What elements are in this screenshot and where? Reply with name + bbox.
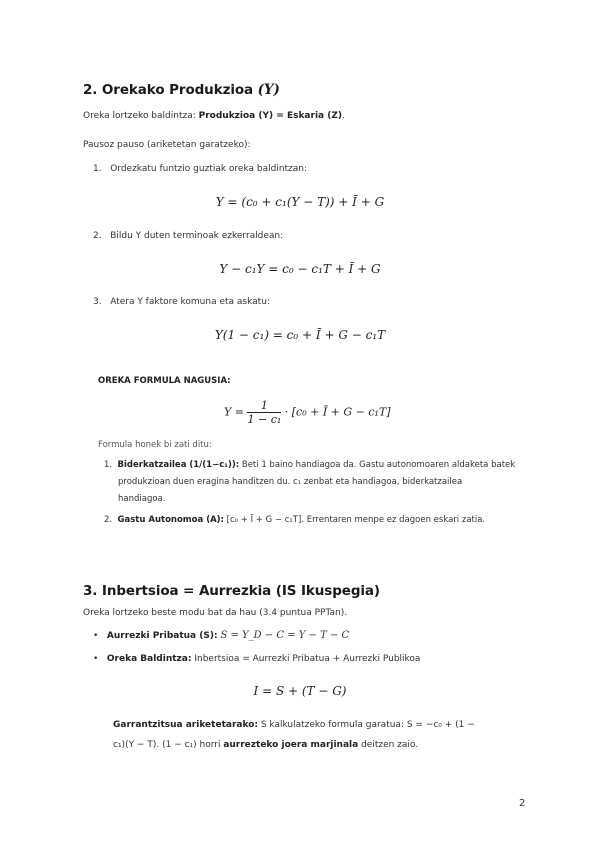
section-2-title-text: 2. Orekako Produkzioa xyxy=(83,82,258,98)
bullet-equilibrium-condition xyxy=(93,654,420,664)
step-text: Atera Y faktore komuna eta askatu: xyxy=(110,297,270,307)
bullet-text: S = Y_D − C = Y − T − C xyxy=(220,630,350,641)
fraction-denominator: 1 − c₁ xyxy=(247,413,282,426)
equilibrium-condition xyxy=(83,111,345,121)
step-2-equation: Y − c₁Y = c₀ − c₁T + Ī + G xyxy=(219,262,381,276)
step-number: 1. xyxy=(93,164,102,174)
step-1 xyxy=(93,164,307,174)
note-text: c₁)(Y − T). (1 − c₁) horri xyxy=(113,740,224,750)
part-line: Beti 1 baino handiagoa da. Gastu autonomoaren aldaketa batek xyxy=(241,460,516,470)
formula-lhs: Y = xyxy=(224,405,244,419)
part-1-line-2: produkzioan duen eragina handitzen du. c₁ zenbat eta handiagoa, biderkatzailea xyxy=(118,477,463,487)
section-3-title: 3. Inbertsioa = Aurrezkia (IS Ikuspegia) xyxy=(83,583,381,599)
step-text: Bildu Y duten terminoak ezkerraldean: xyxy=(110,231,284,241)
part-label: Gastu Autonomoa (A): xyxy=(117,515,224,525)
bullet-text: Inbertsioa = Aurrezki Pribatua + Aurrezki Publikoa xyxy=(194,654,421,664)
section-2-title xyxy=(83,82,280,98)
formula-heading: OREKA FORMULA NAGUSIA: xyxy=(98,376,231,386)
part-2 xyxy=(104,515,485,525)
part-number: 2. xyxy=(104,515,113,525)
formula-rhs: · [c₀ + Ī + G − c₁T] xyxy=(284,405,391,419)
condition-bold: Produkzioa (Y) = Eskaria (Z) xyxy=(198,111,342,121)
multiplier-fraction xyxy=(247,399,281,426)
fraction-numerator: 1 xyxy=(247,399,281,413)
main-formula xyxy=(224,399,391,426)
step-3-equation: Y(1 − c₁) = c₀ + Ī + G − c₁T xyxy=(214,328,386,342)
note-bold-label: Garrantzitsua ariketetarako: xyxy=(113,720,258,730)
part-1-line-3: handiagoa. xyxy=(118,494,166,504)
note-text: S kalkulatzeko formula garatua: S = −c₀ + (1 − xyxy=(257,720,475,730)
note-bold-term: aurrezteko joera marjinala xyxy=(223,740,359,750)
bullet-private-savings xyxy=(93,630,349,641)
step-2 xyxy=(93,231,283,241)
part-label: Biderkatzailea (1/(1−c₁)): xyxy=(117,460,240,470)
condition-suffix: . xyxy=(342,111,345,121)
bullet-dot: • xyxy=(93,654,99,664)
page-number: 2 xyxy=(519,798,526,809)
section-2-title-math: (Y) xyxy=(257,82,280,98)
step-text: Ordezkatu funtzio guztiak oreka baldintzan: xyxy=(110,164,308,174)
part-1 xyxy=(104,460,515,470)
part-number: 1. xyxy=(104,460,113,470)
step-3 xyxy=(93,297,270,307)
step-number: 3. xyxy=(93,297,102,307)
bullet-label: Aurrezki Pribatua (S): xyxy=(106,631,218,641)
step-number: 2. xyxy=(93,231,102,241)
part-text: [c₀ + Ī + G − c₁T]. Errentaren menpe ez dagoen eskari zatia. xyxy=(226,515,486,525)
formula-parts-intro: Formula honek bi zati ditu: xyxy=(98,440,212,450)
steps-intro: Pausoz pauso (ariketetan garatzeko): xyxy=(83,140,251,150)
step-1-equation: Y = (c₀ + c₁(Y − T)) + Ī + G xyxy=(215,195,385,209)
note-text: deitzen zaio. xyxy=(358,740,419,750)
bullet-dot: • xyxy=(93,631,99,641)
bullet-label: Oreka Baldintza: xyxy=(106,654,192,664)
important-note-line-2 xyxy=(113,740,418,750)
section-3-intro: Oreka lortzeko beste modu bat da hau (3.4 puntua PPTan). xyxy=(83,608,348,618)
is-equation: I = S + (T − G) xyxy=(253,684,347,698)
important-note-line-1 xyxy=(113,720,475,730)
condition-prefix: Oreka lortzeko baldintza: xyxy=(83,111,199,121)
